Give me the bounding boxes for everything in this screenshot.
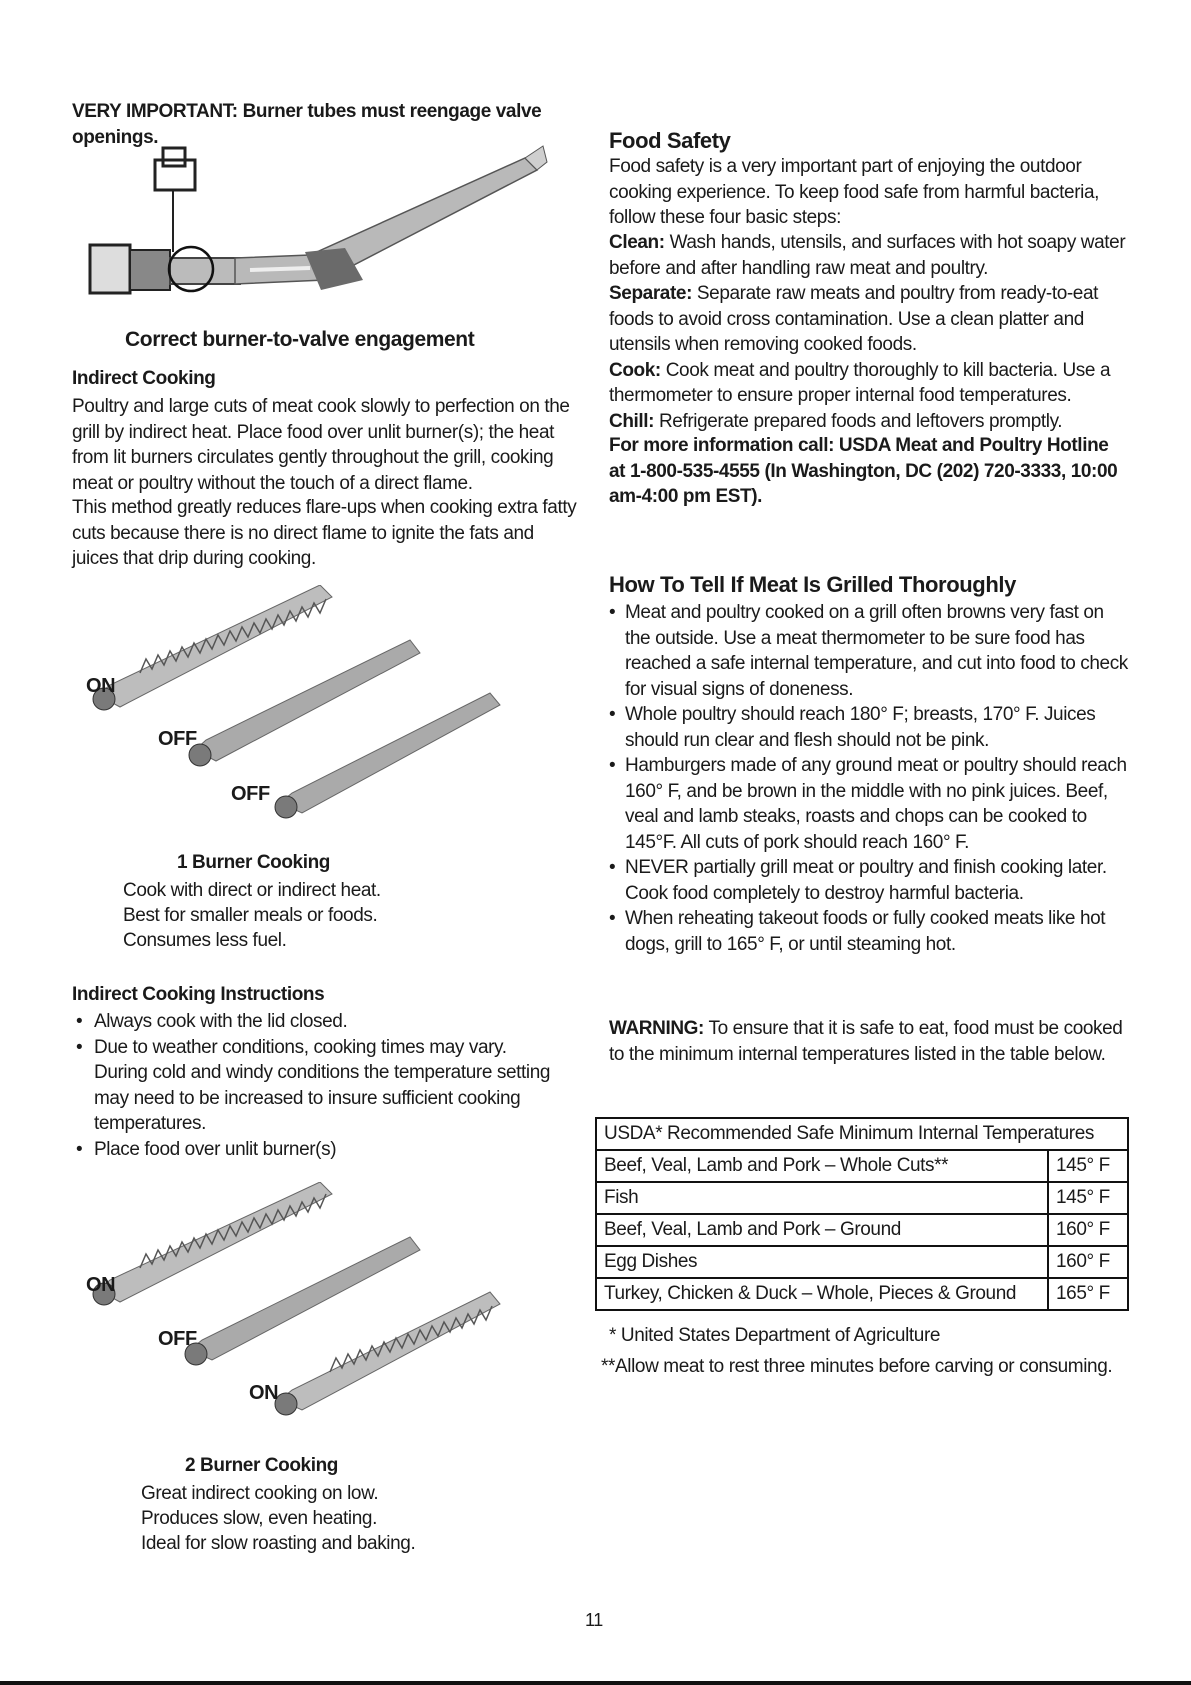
indirect-cooking-paragraph-1: Poultry and large cuts of meat cook slowly to perfection on the grill by indirect heat. Place food over unlit burner(s); the heat from lit burners circulates gently throughout the grill, cooking meat or poultry without the touch of a direct flame. xyxy=(72,396,570,494)
two-burner-line-1: Great indirect cooking on low. xyxy=(141,1483,379,1504)
grilled-bullet: • NEVER partially grill meat or poultry and finish cooking later. Cook food completely to destroy harmful bacteria. xyxy=(609,855,1129,906)
step-label: Cook: xyxy=(609,359,661,381)
instruction-item: • Always cook with the lid closed. xyxy=(72,1009,562,1035)
step-label: Chill: xyxy=(609,410,655,432)
burner-valve-illustration xyxy=(85,140,565,310)
table-temp: 145° F xyxy=(1048,1182,1128,1214)
table-temp: 165° F xyxy=(1048,1278,1128,1310)
table-row xyxy=(596,1246,1128,1278)
table-temp: 145° F xyxy=(1048,1150,1128,1182)
two-burner-line-3: Ideal for slow roasting and baking. xyxy=(141,1533,416,1554)
table-row xyxy=(596,1182,1128,1214)
bottom-border xyxy=(0,1681,1191,1685)
grilled-bullet: • When reheating takeout foods or fully cooked meats like hot dogs, grill to 165° F, or until steaming hot. xyxy=(609,906,1129,957)
step-text: Wash hands, utensils, and surfaces with hot soapy water before and after handling raw meat and poultry. xyxy=(609,232,1126,279)
temperature-table xyxy=(595,1117,1129,1311)
indirect-cooking-heading: Indirect Cooking xyxy=(72,368,216,389)
table-row xyxy=(596,1278,1128,1310)
table-header: USDA* Recommended Safe Minimum Internal Temperatures xyxy=(596,1118,1128,1150)
grilled-heading: How To Tell If Meat Is Grilled Thoroughly xyxy=(609,572,1016,597)
instructions-list xyxy=(72,1009,562,1162)
one-burner-title: 1 Burner Cooking xyxy=(177,852,331,873)
fig1-label-off-1: OFF xyxy=(158,728,197,750)
step-label: Clean: xyxy=(609,232,665,253)
one-burner-line-1: Cook with direct or indirect heat. xyxy=(123,880,381,901)
page-number: 11 xyxy=(585,1610,603,1630)
table-item: Turkey, Chicken & Duck – Whole, Pieces & Ground xyxy=(596,1278,1048,1310)
two-burner-figure xyxy=(80,1182,540,1437)
instruction-item: • Due to weather conditions, cooking times may vary. During cold and windy conditions the temperature setting may need to be increased to insure sufficient cooking temperatures. xyxy=(72,1035,562,1137)
table-temp: 160° F xyxy=(1048,1214,1128,1246)
fig1-label-off-2: OFF xyxy=(231,783,270,805)
step-label: Separate: xyxy=(609,283,692,304)
two-burner-line-2: Produces slow, even heating. xyxy=(141,1508,377,1529)
grilled-bullet: • Hamburgers made of any ground meat or poultry should reach 160° F, and be brown in the middle with no pink juices. Beef, veal and lamb steaks, roasts and chops can be cooked to 145°F. All cuts of pork should reach 160° F. xyxy=(609,753,1129,855)
table-item: Beef, Veal, Lamb and Pork – Whole Cuts** xyxy=(596,1150,1048,1182)
engagement-caption: Correct burner-to-valve engagement xyxy=(125,328,475,351)
step-clean xyxy=(609,230,1129,281)
two-burner-title: 2 Burner Cooking xyxy=(185,1455,339,1476)
step-cook xyxy=(609,358,1129,409)
one-burner-line-3: Consumes less fuel. xyxy=(123,930,287,951)
step-separate xyxy=(609,281,1129,358)
instruction-item: • Place food over unlit burner(s) xyxy=(72,1137,562,1163)
table-row xyxy=(596,1150,1128,1182)
food-safety-heading: Food Safety xyxy=(609,128,731,153)
warning-note xyxy=(609,1016,1129,1067)
step-text: Separate raw meats and poultry from ready-to-eat foods to avoid cross contamination. Use a clean platter and utensils when removing cooked foods. xyxy=(609,283,1099,355)
one-burner-line-2: Best for smaller meals or foods. xyxy=(123,905,378,926)
warning-text: To ensure that it is safe to eat, food must be cooked to the minimum internal temperatures listed in the table below. xyxy=(609,1018,1123,1065)
grilled-bullet: • Whole poultry should reach 180° F; breasts, 170° F. Juices should run clear and flesh should not be pink. xyxy=(609,702,1129,753)
footnote-rest: **Allow meat to rest three minutes before carving or consuming. xyxy=(601,1356,1113,1377)
food-safety-intro: Food safety is a very important part of enjoying the outdoor cooking experience. To keep food safe from harmful bacteria, follow these four basic steps: xyxy=(609,156,1099,228)
table-item: Egg Dishes xyxy=(596,1246,1048,1278)
fig1-label-on: ON xyxy=(86,675,116,697)
grilled-bullet: • Meat and poultry cooked on a grill often browns very fast on the outside. Use a meat thermometer to be sure food has reached a safe internal temperature, and cut into food to check for visual signs of doneness. xyxy=(609,600,1129,702)
table-item: Beef, Veal, Lamb and Pork – Ground xyxy=(596,1214,1048,1246)
indirect-cooking-paragraph-2: This method greatly reduces flare-ups when cooking extra fatty cuts because there is no direct flame to ignite the fats and juices that drip during cooking. xyxy=(72,497,577,569)
table-temp: 160° F xyxy=(1048,1246,1128,1278)
one-burner-figure xyxy=(80,585,540,845)
fig2-label-on-1: ON xyxy=(86,1274,116,1296)
very-important-text: Burner tubes must reengage valve openings. xyxy=(72,101,542,148)
step-text: Cook meat and poultry thoroughly to kill bacteria. Use a thermometer to ensure proper internal food temperatures. xyxy=(609,359,1111,406)
grilled-bullets xyxy=(609,600,1129,957)
footnote-usda: * United States Department of Agriculture xyxy=(609,1325,941,1346)
food-safety-steps xyxy=(609,230,1129,434)
table-item: Fish xyxy=(596,1182,1048,1214)
step-text: Refrigerate prepared foods and leftovers promptly. xyxy=(658,410,1063,432)
table-row xyxy=(596,1214,1128,1246)
step-chill xyxy=(609,409,1129,435)
fig2-label-off: OFF xyxy=(158,1328,197,1350)
warning-label: WARNING: xyxy=(609,1018,704,1039)
hotline-info: For more information call: USDA Meat and Poultry Hotline at 1-800-535-4555 (In Washington, DC (202) 720-3333, 10:00 am-4:00 pm EST). xyxy=(609,435,1118,507)
instructions-heading: Indirect Cooking Instructions xyxy=(72,984,325,1005)
very-important-label: VERY IMPORTANT: xyxy=(72,101,238,122)
fig2-label-on-2: ON xyxy=(249,1382,279,1404)
